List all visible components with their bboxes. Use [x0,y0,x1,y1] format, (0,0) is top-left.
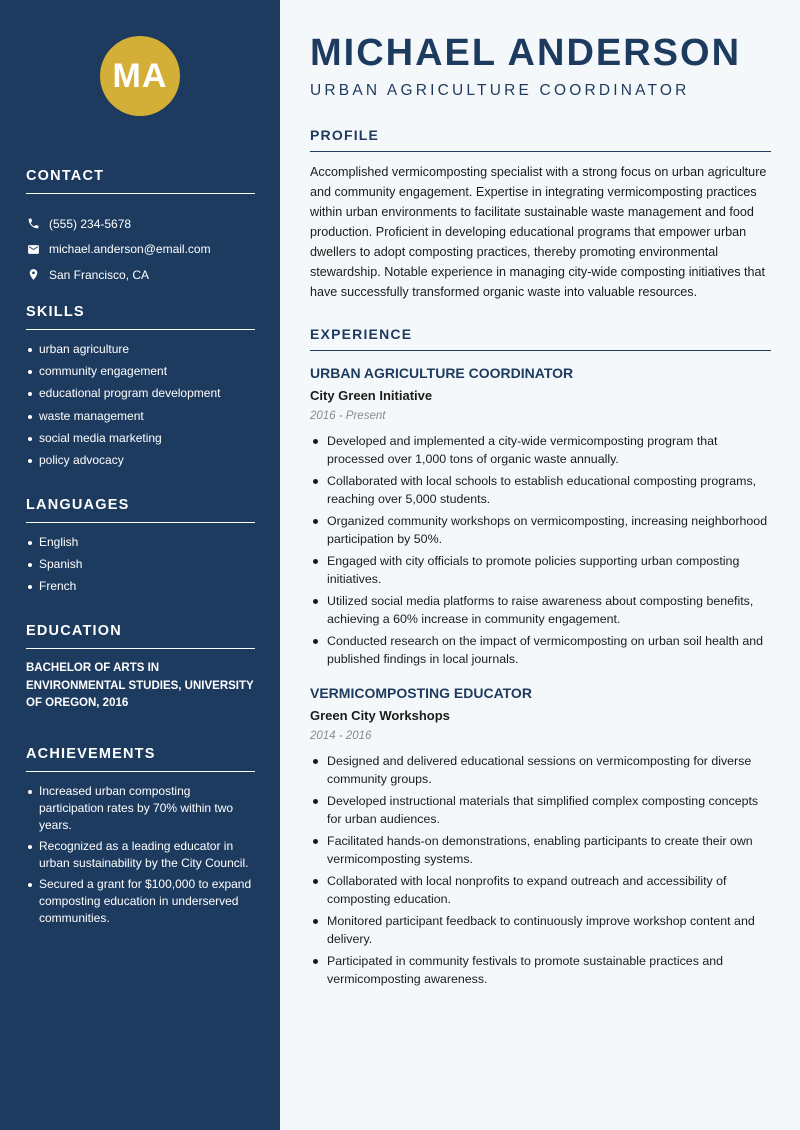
job-company: Green City Workshops [310,708,450,723]
sidebar [0,0,280,1130]
job-bullet: Participated in community festivals to promote sustainable practices and vermicomposting awareness. [310,952,771,988]
languages-heading: LANGUAGES [26,497,255,523]
job-dates: 2016 - Present [310,410,386,422]
achievement-item: Increased urban composting participation rates by 70% within two years. [26,783,255,834]
languages-section [26,497,255,601]
education-section [26,623,255,713]
achievement-item: Secured a grant for $100,000 to expand composting education in underserved communities. [26,876,255,927]
experience-section [310,326,771,988]
job-dates: 2014 - 2016 [310,730,372,742]
achievements-section [26,746,255,931]
job-entry [310,364,771,668]
education-heading: EDUCATION [26,623,255,649]
phone-text: (555) 234-5678 [49,216,132,231]
contact-phone [26,211,255,237]
contact-email [26,237,255,263]
job-bullet: Organized community workshops on vermicomposting, increasing neighborhood participation by 50%. [310,512,771,548]
skills-section [26,304,255,474]
location-text: San Francisco, CA [49,267,150,282]
job-bullet: Developed and implemented a city-wide vermicomposting program that processed over 1,000 tons of organic waste annually. [310,432,771,468]
language-item: Spanish [26,556,255,573]
job-bullet: Engaged with city officials to promote policies supporting urban composting initiatives. [310,552,771,588]
skill-item: waste management [26,408,255,425]
job-bullets [310,432,771,668]
email-icon [26,242,40,256]
job-bullet: Developed instructional materials that simplified complex composting concepts for urban audiences. [310,792,771,828]
experience-heading: EXPERIENCE [310,326,771,351]
contact-location [26,262,255,288]
skills-heading: SKILLS [26,304,255,330]
email-text: michael.anderson@email.com [49,242,211,257]
language-item: French [26,578,255,595]
achievements-list [26,783,255,927]
job-bullet: Conducted research on the impact of vermicomposting on urban soil health and published findings in local journals. [310,632,771,668]
skill-item: policy advocacy [26,452,255,469]
location-pin-icon [26,268,40,282]
skill-item: urban agriculture [26,341,255,358]
contact-heading: CONTACT [26,168,255,194]
job-bullet: Collaborated with local nonprofits to expand outreach and accessibility of composting education. [310,872,771,908]
skills-list [26,341,255,469]
job-bullet: Utilized social media platforms to raise awareness about composting benefits, achieving a 60% increase in community engagement. [310,592,771,628]
profile-section [310,127,771,302]
avatar: MA [100,36,180,116]
job-bullet: Collaborated with local schools to establish educational composting programs, reaching over 5,000 students. [310,472,771,508]
language-item: English [26,534,255,551]
skill-item: community engagement [26,363,255,380]
contact-section [26,168,255,288]
job-entry [310,684,771,988]
job-company: City Green Initiative [310,388,433,403]
skill-item: social media marketing [26,430,255,447]
candidate-title: URBAN AGRICULTURE COORDINATOR [310,82,690,99]
contact-list [26,211,255,288]
candidate-name: MICHAEL ANDERSON [310,32,742,74]
job-bullet: Facilitated hands-on demonstrations, enabling participants to create their own vermicomposting systems. [310,832,771,868]
phone-icon [26,217,40,231]
job-bullet: Monitored participant feedback to continuously improve workshop content and delivery. [310,912,771,948]
profile-heading: PROFILE [310,127,771,152]
skill-item: educational program development [26,385,255,402]
languages-list [26,534,255,595]
job-bullets [310,752,771,988]
education-degree: BACHELOR OF ARTS IN ENVIRONMENTAL STUDIES, UNIVERSITY OF OREGON, 2016 [26,662,254,709]
profile-text: Accomplished vermicomposting specialist with a strong focus on urban agriculture and community engagement. Expertise in integrating vermicomposting practices within urban environments to facilitate sustainable waste management and food production. Proficient in developing educational programs that empower urban dwellers to adopt composting practices, thereby promoting environmental stewardship. Notable experience in managing city-wide composting initiatives that have successfully transformed organic waste into valuable resources. [310,165,767,299]
job-bullet: Designed and delivered educational sessions on vermicomposting for diverse community groups. [310,752,771,788]
job-title: VERMICOMPOSTING EDUCATOR [310,685,532,701]
achievements-heading: ACHIEVEMENTS [26,746,255,772]
job-title: URBAN AGRICULTURE COORDINATOR [310,365,574,381]
main-content [310,30,771,992]
achievement-item: Recognized as a leading educator in urban sustainability by the City Council. [26,838,255,872]
